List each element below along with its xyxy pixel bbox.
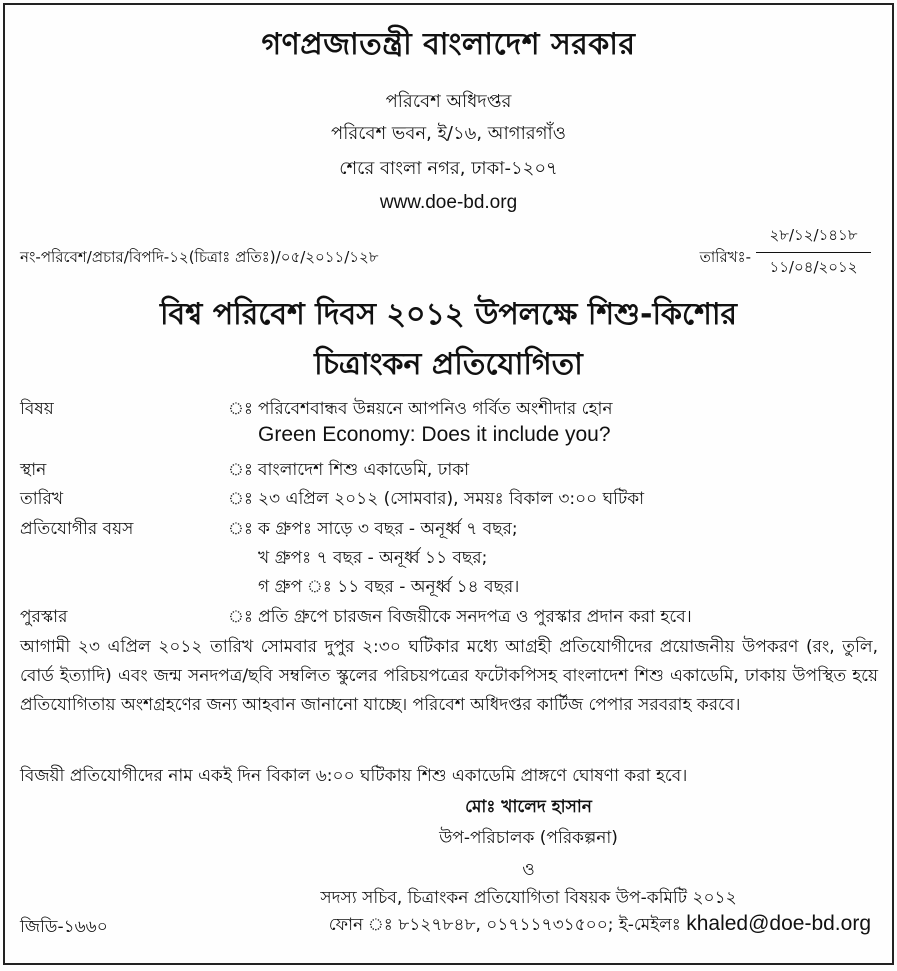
contact-info xyxy=(329,912,871,940)
age-label: প্রতিযোগীর বয়স xyxy=(20,519,134,539)
reference-number: নং-পরিবেশ/প্রচার/বিপদি-১২(চিত্রাঃ প্রতিঃ)/০৫/২০১১/১২৮ xyxy=(20,248,379,266)
gd-number: জিডি-১৬৬০ xyxy=(20,917,108,937)
government-title: গণপ্রজাতন্ত্রী বাংলাদেশ সরকার xyxy=(261,27,636,62)
subject-english: Green Economy: Does it include you? xyxy=(258,423,611,446)
address-line-2: শেরে বাংলা নগর, ঢাকা-১২০৭ xyxy=(339,158,558,179)
subject-colon: ঃ xyxy=(228,399,253,419)
signatory-conjunction: ও xyxy=(522,860,535,880)
subject-label: বিষয় xyxy=(20,399,54,419)
signatory-name: মোঃ খালেদ হাসান xyxy=(465,797,592,817)
age-group-b: খ গ্রুপঃ ৭ বছর - অনূর্ধ্ব ১১ বছর; xyxy=(258,548,488,568)
age-group-a: ক গ্রুপঃ সাড়ে ৩ বছর - অনূর্ধ্ব ৭ বছর; xyxy=(258,519,518,539)
contact-phone: ফোন ঃ ৮১২৭৮৪৮, ০১৭১১৭৩১৫০০; ই-মেইলঃ xyxy=(328,915,687,935)
main-title-line-1: বিশ্ব পরিবেশ দিবস ২০১২ উপলক্ষে শিশু-কিশোর xyxy=(159,297,738,332)
date-bangla: ২৮/১২/১৪১৮ xyxy=(756,224,871,253)
age-group-c: গ গ্রুপ ঃ ১১ বছর - অনূর্ধ্ব ১৪ বছর। xyxy=(258,577,520,597)
event-date-value: ২৩ এপ্রিল ২০১২ (সোমবার), সময়ঃ বিকাল ৩:০০ ঘটিকা xyxy=(258,489,645,509)
age-colon: ঃ xyxy=(228,519,253,539)
signatory-member-role: সদস্য সচিব, চিত্রাংকন প্রতিযোগিতা বিষয়ক উপ-কমিটি ২০১২ xyxy=(320,888,737,908)
date-gregorian: ১১/০৪/২০১২ xyxy=(769,258,858,276)
prize-label: পুরস্কার xyxy=(20,607,68,627)
instructions-paragraph: আগামী ২৩ এপ্রিল ২০১২ তারিখ সোমবার দুপুর ২:৩০ ঘটিকার মধ্যে আগ্রহী প্রতিযোগীদের প্রয়োজনীয় উপকরণ (রং, তুলি, বোর্ড ইত্যাদি) এবং জন্ম সনদপত্র/ছবি সম্বলিত স্কুলের পরিচয়পত্রের ফটোকপিসহ বাংলাদেশ শিশু একাডেমি, ঢাকায় উপস্থিত হয়ে প্রতিযোগিতায় অংশগ্রহণের জন্য আহবান জানানো যাচ্ছে। পরিবেশ অধিদপ্তর কার্টিজ পেপার সরবরাহ করবে। xyxy=(20,637,878,715)
address-line-1: পরিবেশ ভবন, ই/১৬, আগারগাঁও xyxy=(331,123,566,144)
event-date-label: তারিখ xyxy=(20,489,64,509)
venue-label: স্থান xyxy=(20,460,47,480)
date-fraction xyxy=(756,224,871,281)
website-link[interactable]: www.doe-bd.org xyxy=(379,192,518,213)
announcement-paragraph: বিজয়ী প্রতিযোগীদের নাম একই দিন বিকাল ৬:০০ ঘটিকায় শিশু একাডেমি প্রাঙ্গণে ঘোষণা করা হবে। xyxy=(20,766,688,786)
department-name: পরিবেশ অধিদপ্তর xyxy=(385,91,512,112)
prize-colon: ঃ xyxy=(228,607,253,627)
contact-email[interactable]: khaled@doe-bd.org xyxy=(686,912,871,935)
subject-value: পরিবেশবান্ধব উন্নয়নে আপনিও গর্বিত অংশীদার হোন xyxy=(258,399,613,419)
date-label: তারিখঃ- xyxy=(699,248,751,266)
main-title-line-2: চিত্রাংকন প্রতিযোগিতা xyxy=(314,347,583,382)
venue-colon: ঃ xyxy=(228,460,253,480)
event-date-colon: ঃ xyxy=(228,489,253,509)
date-block xyxy=(699,224,871,281)
venue-value: বাংলাদেশ শিশু একাডেমি, ঢাকা xyxy=(258,460,470,480)
signatory-title: উপ-পরিচালক (পরিকল্পনা) xyxy=(439,828,618,848)
prize-value: প্রতি গ্রুপে চারজন বিজয়ীকে সনদপত্র ও পুরস্কার প্রদান করা হবে। xyxy=(258,607,692,627)
